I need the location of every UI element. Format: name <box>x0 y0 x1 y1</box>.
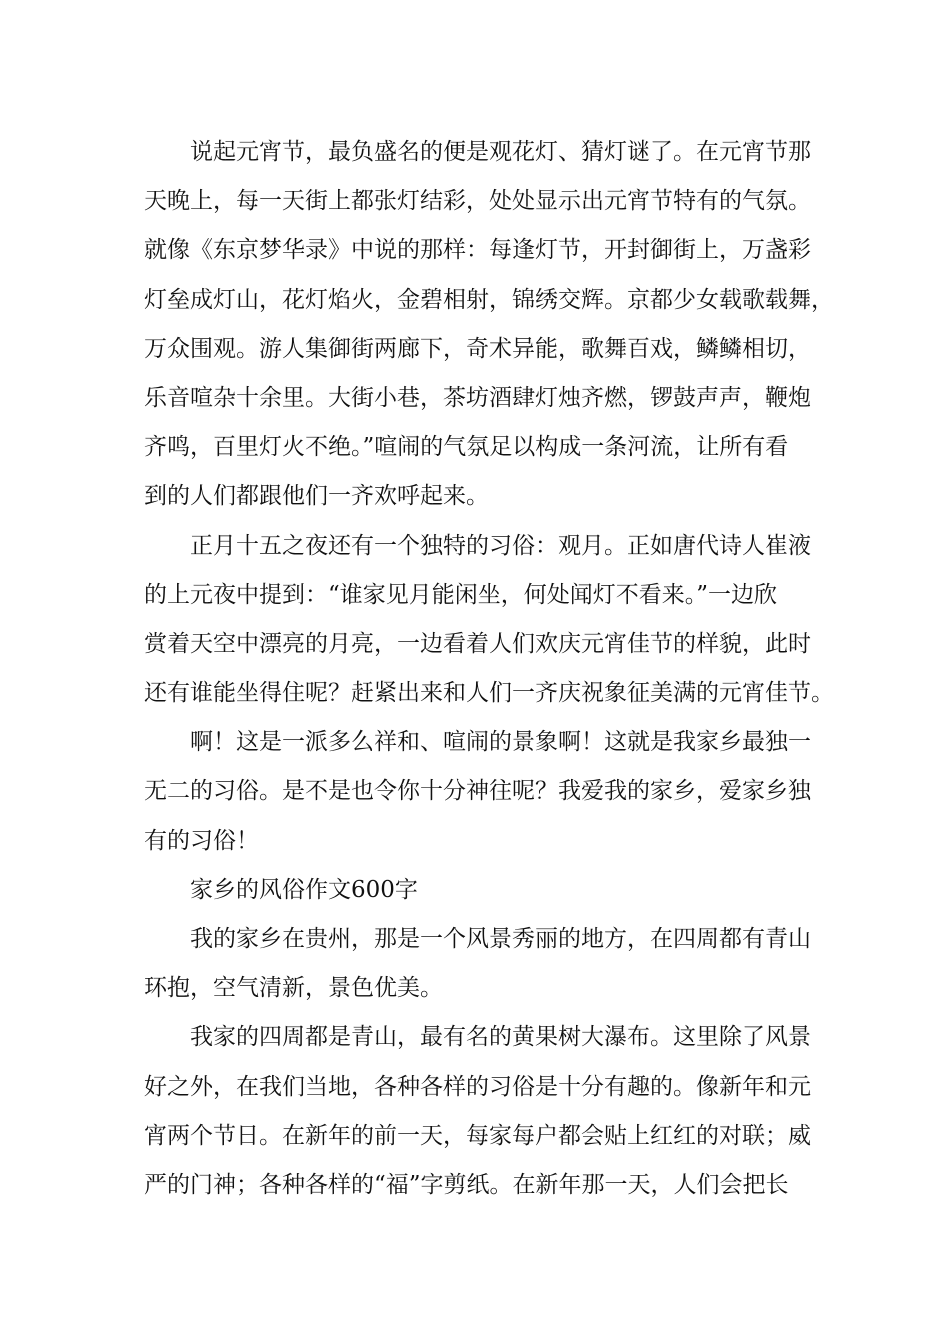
text-line: 齐鸣，百里灯火不绝。”喧闹的气氛足以构成一条河流，让所有看 <box>144 434 789 461</box>
text-line: 宵两个节日。在新年的前一天，每家每户都会贴上红红的对联；威 <box>144 1122 811 1149</box>
text-line: 乐音喧杂十余里。大街小巷，茶坊酒肆灯烛齐燃，锣鼓声声，鞭炮 <box>144 384 811 411</box>
text-line: 啊！这是一派多么祥和、喧闹的景象啊！这就是我家乡最独一 <box>190 729 811 756</box>
text-line: 严的门神；各种各样的“福”字剪纸。在新年那一天，人们会把长 <box>144 1171 789 1198</box>
text-line: 我的家乡在贵州，那是一个风景秀丽的地方，在四周都有青山 <box>190 926 811 952</box>
text-line: 到的人们都跟他们一齐欢呼起来。 <box>144 483 489 510</box>
text-line: 有的习俗！ <box>144 827 259 854</box>
text-line: 好之外，在我们当地，各种各样的习俗是十分有趣的。像新年和元 <box>144 1073 811 1100</box>
text-line: 环抱，空气清新，景色优美。 <box>144 975 443 1002</box>
text-line: 我家的四周都是青山，最有名的黄果树大瀑布。这里除了风景 <box>190 1024 811 1051</box>
text-line: 就像《东京梦华录》中说的那样：每逢灯节，开封御街上，万盏彩 <box>144 237 811 264</box>
text-line: 还有谁能坐得住呢？赶紧出来和人们一齐庆祝象征美满的元宵佳节。 <box>144 680 834 707</box>
text-line: 家乡的风俗作文600字 <box>190 876 418 903</box>
text-line: 的上元夜中提到：“谁家见月能闲坐，何处闻灯不看来。”一边欣 <box>144 581 778 608</box>
text-line: 万众围观。游人集御街两廊下，奇术异能，歌舞百戏，鳞鳞相切， <box>144 335 811 362</box>
text-line: 正月十五之夜还有一个独特的习俗：观月。正如唐代诗人崔液 <box>190 532 811 559</box>
document-body <box>144 128 834 1210</box>
text-line: 说起元宵节，最负盛名的便是观花灯、猜灯谜了。在元宵节那 <box>190 139 811 165</box>
text-line: 天晚上，每一天街上都张灯结彩，处处显示出元宵节特有的气氛。 <box>144 188 811 215</box>
text-line: 无二的习俗。是不是也令你十分神往呢？我爱我的家乡，爱家乡独 <box>144 778 811 805</box>
text-line: 灯垒成灯山，花灯焰火，金碧相射，锦绣交辉。京都少女载歌载舞， <box>144 286 834 313</box>
text-line: 赏着天空中漂亮的月亮，一边看着人们欢庆元宵佳节的样貌，此时 <box>144 630 811 657</box>
